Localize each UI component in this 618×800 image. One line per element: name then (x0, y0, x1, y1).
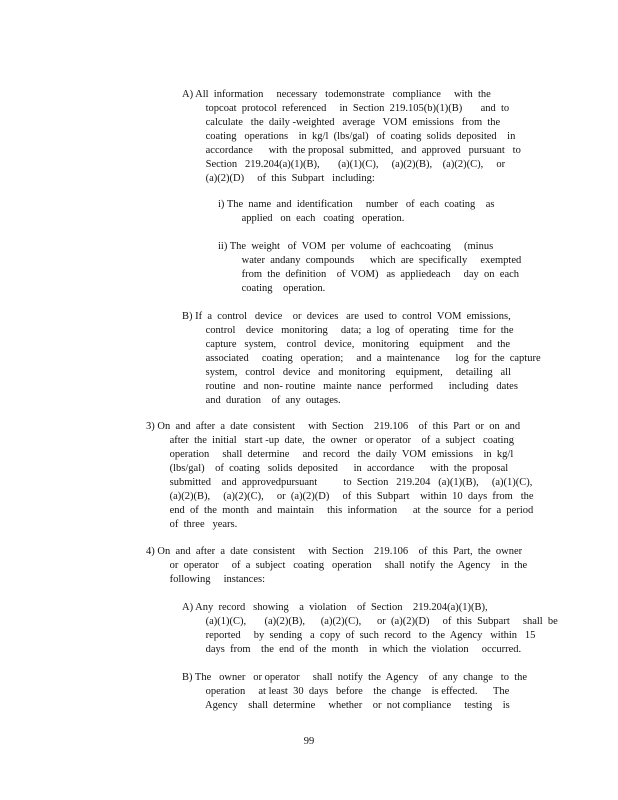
text-line: 3) On and after a date consistent with Section 219.106 of this Part or on and (146, 421, 521, 432)
text-line: (lbs/gal) of coating solids deposited in accordance with the proposal (146, 463, 509, 474)
text-line: i) The name and identification number of each coating as (218, 199, 495, 210)
text-line: days from the end of the month in which the violation occurred. (182, 644, 522, 655)
text-line: Section 219.204(a)(1)(B), (a)(1)(C), (a)(2)(B), (a)(2)(C), or (182, 159, 506, 170)
paragraph-3-daily-vom (146, 420, 534, 532)
text-line: coating operation. (218, 283, 326, 294)
text-line: operation at least 30 days before the change is effected. The (182, 686, 510, 697)
text-line: ii) The weight of VOM per volume of eachcoating (minus (218, 241, 494, 252)
text-line: submitted and approvedpursuant to Section 219.204 (a)(1)(B), (a)(1)(C), (146, 477, 533, 488)
text-line: end of the month and maintain this information at the source for a period (146, 505, 534, 516)
text-line: A) Any record showing a violation of Section 219.204(a)(1)(B), (182, 602, 488, 613)
text-line: (a)(1)(C), (a)(2)(B), (a)(2)(C), or (a)(2)(D) of this Subpart shall be (182, 616, 558, 627)
text-line: B) If a control device or devices are used to control VOM emissions, (182, 311, 511, 322)
text-line: system, control device and monitoring equipment, detailing all (182, 367, 511, 378)
text-line: after the initial start -up date, the owner or operator of a subject coating (146, 435, 514, 446)
text-line: A) All information necessary todemonstrate compliance with the (182, 89, 491, 100)
text-line: control device monitoring data; a log of operating time for the (182, 325, 514, 336)
text-line: following instances: (146, 574, 265, 585)
paragraph-4a-violation-record (182, 601, 558, 657)
text-line: water andany compounds which are specifically exempted (218, 255, 522, 266)
paragraph-a-topcoat-protocol (182, 88, 521, 186)
text-line: and duration of any outages. (182, 395, 341, 406)
paragraph-4b-operation-change (182, 671, 527, 713)
item-ii-vom-weight (218, 240, 521, 296)
text-line: coating operations in kg/l (lbs/gal) of coating solids deposited in (182, 131, 516, 142)
page-number: 99 (303, 736, 315, 747)
item-i-coating-name (218, 198, 495, 226)
text-line: from the definition of VOM) as appliedeach day on each (218, 269, 520, 280)
text-line: (a)(2)(D) of this Subpart including: (182, 173, 375, 184)
text-line: or operator of a subject coating operation shall notify the Agency in the (146, 560, 528, 571)
text-line: operation shall determine and record the daily VOM emissions in kg/l (146, 449, 514, 460)
paragraph-b-control-device (182, 310, 541, 408)
text-line: topcoat protocol referenced in Section 219.105(b)(1)(B) and to (182, 103, 510, 114)
text-line: 4) On and after a date consistent with Section 219.106 of this Part, the owner (146, 546, 523, 557)
text-line: B) The owner or operator shall notify the Agency of any change to the (182, 672, 528, 683)
text-line: reported by sending a copy of such record to the Agency within 15 (182, 630, 536, 641)
text-line: Agency shall determine whether or not compliance testing is (182, 700, 510, 711)
text-line: calculate the daily -weighted average VOM emissions from the (182, 117, 501, 128)
text-line: routine and non- routine mainte nance performed including dates (182, 381, 518, 392)
text-line: accordance with the proposal submitted, and approved pursuant to (182, 145, 521, 156)
text-line: (a)(2)(B), (a)(2)(C), or (a)(2)(D) of this Subpart within 10 days from the (146, 491, 534, 502)
text-line: capture system, control device, monitoring equipment and the (182, 339, 511, 350)
text-line: of three years. (146, 519, 238, 530)
paragraph-4-notify-agency (146, 545, 527, 587)
text-line: applied on each coating operation. (218, 213, 405, 224)
text-line: associated coating operation; and a maintenance log for the capture (182, 353, 541, 364)
